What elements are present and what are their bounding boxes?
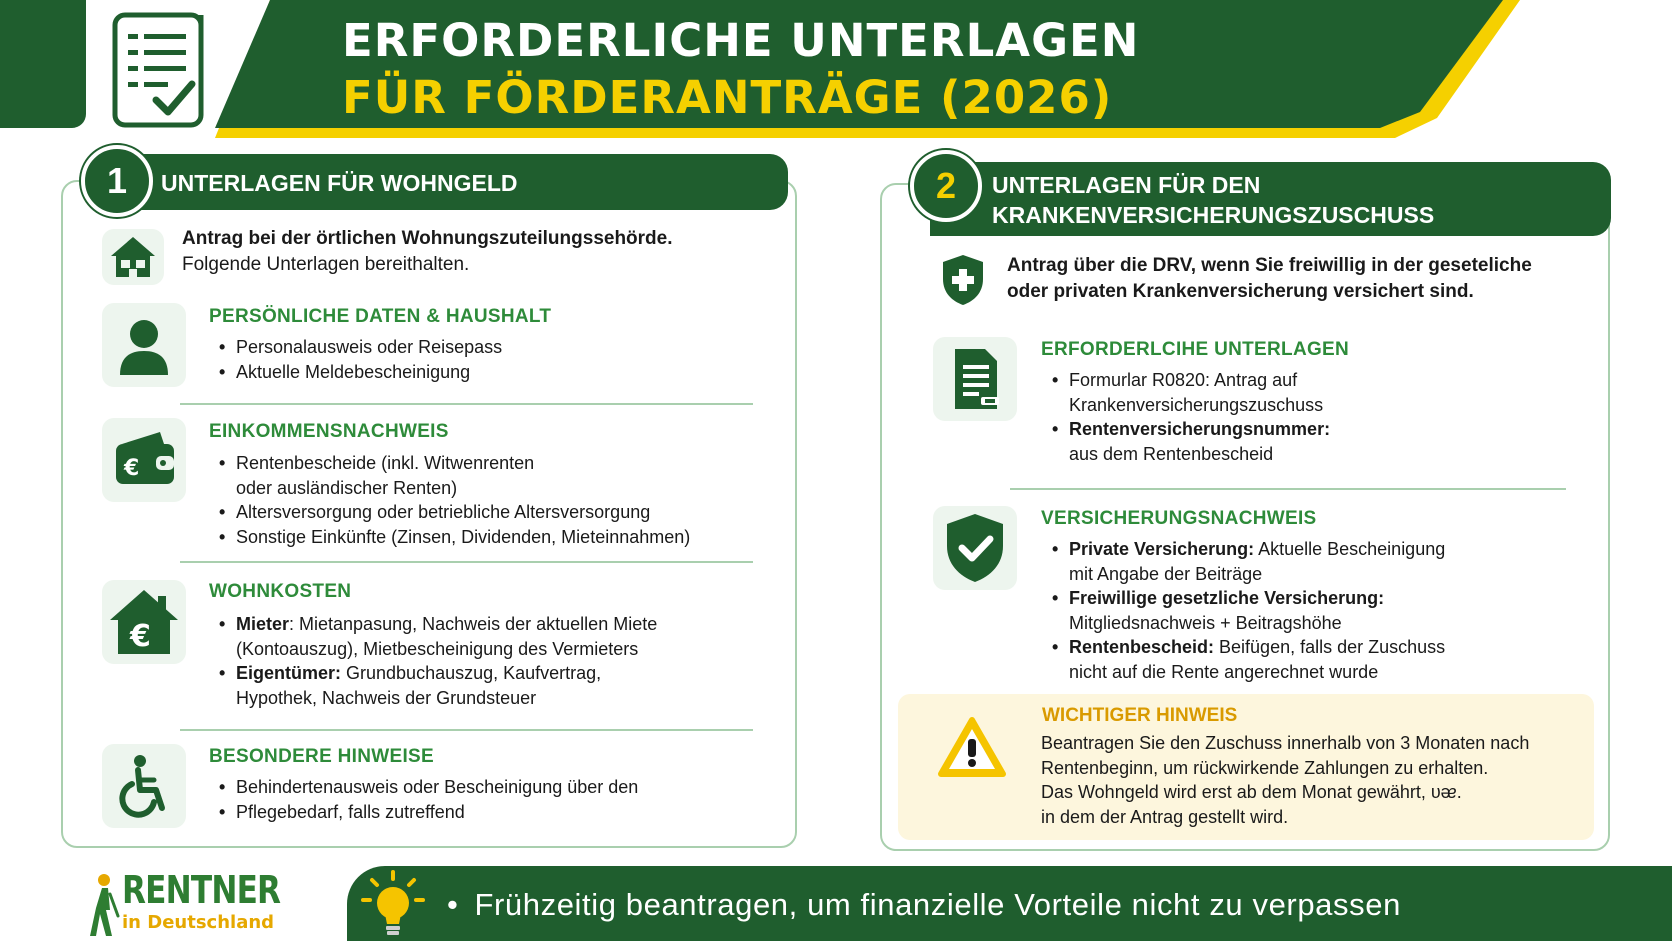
wohngeld-intro [182, 226, 673, 278]
divider [180, 729, 753, 731]
house-icon [102, 229, 164, 285]
person-icon [102, 303, 186, 387]
lightbulb-icon [360, 870, 426, 940]
section-heading-versicherungsnachweis: VERSICHERUNGSNACHWEIS [1041, 508, 1317, 529]
section-number-2: 2 [910, 150, 982, 222]
warning-line: Rentenbeginn, um rückwirkende Zahlungen zu erhalten. [1041, 757, 1489, 778]
shield-plus-icon [940, 253, 986, 307]
shield-check-icon [933, 506, 1017, 590]
list-item: • Private Versicherung: Aktuelle Bescheinigung [1049, 537, 1445, 562]
logo-title: RENTNER [122, 868, 281, 912]
warning-text [1041, 731, 1529, 829]
list-item: • Behindertenausweis oder Bescheinigung über den [216, 775, 638, 800]
header-left-block [0, 0, 86, 128]
list-item: • Mieter: Mietanpasung, Nachweis der aktuellen Miete [216, 612, 657, 637]
list-item: nicht auf die Rente angerechnet wurde [1069, 661, 1379, 682]
list-item: • Sonstige Einkünfte (Zinsen, Dividenden, Mieteinnahmen) [216, 525, 690, 550]
list-item: Krankenversicherungszuschuss [1069, 394, 1324, 415]
warning-line: Beantragen Sie den Zuschuss innerhalb von 3 Monaten nach [1041, 733, 1530, 753]
footer-tip-text: Frühzeitig beantragen, um finanzielle Vorteile nicht zu verpassen [474, 887, 1401, 922]
page-title [342, 12, 1139, 126]
list-wohnkosten [216, 612, 657, 710]
list-item: • Eigentümer: Grundbuchauszug, Kaufvertrag, [216, 661, 657, 686]
list-item: • Rentenversicherungsnummer: [1049, 417, 1330, 442]
krankenversicherung-intro: Antrag über die DRV, wenn Sie freiwillig in der geseteliche oder privaten Krankenversicherung versichert sind. [1007, 255, 1532, 302]
list-item: • Altersversorgung oder betriebliche Altersversorgung [216, 500, 690, 525]
list-erforderliche-unterlagen [1049, 368, 1330, 466]
section-number-1: 1 [81, 145, 153, 217]
list-item: • Personalausweis oder Reisepass [216, 335, 502, 360]
wohngeld-banner [113, 154, 788, 210]
krankenversicherung-banner [930, 162, 1611, 236]
list-item: (Kontoauszug), Mietbescheinigung des Vermieters [236, 638, 639, 659]
logo-subtitle: in Deutschland [122, 912, 275, 933]
krankenversicherung-title: UNTERLAGEN FÜR DEN KRANKENVERSICHERUNGSZUSCHUSS [992, 172, 1435, 228]
list-item: • Freiwillige gesetzliche Versicherung: [1049, 586, 1445, 611]
warning-heading: WICHTIGER HINWEIS [1042, 705, 1238, 726]
list-item: • Aktuelle Meldebescheinigung [216, 360, 502, 385]
page-title-line1: ERFORDERLICHE UNTERLAGEN [342, 14, 1140, 67]
list-versicherungsnachweis [1049, 537, 1445, 684]
wallet-euro-icon [102, 418, 186, 502]
warning-icon [937, 715, 1007, 779]
list-item: Hypothek, Nachweis der Grundsteuer [236, 687, 537, 708]
divider [180, 561, 753, 563]
list-item: Mitgliedsnachweis + Beitragshöhe [1069, 612, 1342, 633]
list-item: aus dem Rentenbescheid [1069, 443, 1274, 464]
list-item: • Formurlar R0820: Antrag auf [1049, 368, 1330, 393]
footer-bullet: • [447, 887, 459, 922]
document-icon [933, 337, 1017, 421]
section-heading-erforderliche-unterlagen: ERFORDERLCIHE UNTERLAGEN [1041, 339, 1350, 360]
list-item: oder ausländischer Renten) [236, 477, 458, 498]
section-heading-besondere-hinweise: BESONDERE HINWEISE [209, 746, 434, 767]
list-besondere-hinweise [216, 775, 638, 824]
warning-line: in dem der Antrag gestellt wird. [1041, 806, 1289, 827]
svg-text:€: € [130, 619, 151, 654]
wheelchair-icon [102, 744, 186, 828]
section-heading-persoenliche-daten: PERSÖNLICHE DATEN & HAUSHALT [209, 306, 552, 327]
footer-tip [447, 887, 1401, 923]
section-heading-einkommensnachweis: EINKOMMENSNACHWEIS [209, 421, 449, 442]
checklist-document-icon [112, 12, 208, 130]
list-item: mit Angabe der Beiträge [1069, 563, 1263, 584]
list-item: • Rentenbescheid: Beifügen, falls der Zuschuss [1049, 635, 1445, 660]
list-einkommensnachweis [216, 451, 690, 549]
svg-text:€: € [124, 456, 140, 481]
page-title-line2: FÜR FÖRDERANTRÄGE (2026) [342, 71, 1113, 124]
wohngeld-title: UNTERLAGEN FÜR WOHNGELD [161, 170, 518, 196]
wohngeld-intro-bold: Antrag bei der örtlichen Wohnungszuteilungssehörde. [182, 228, 673, 249]
list-item: • Rentenbescheide (inkl. Witwenrenten [216, 451, 690, 476]
section-heading-wohnkosten: WOHNKOSTEN [209, 581, 352, 602]
divider [180, 403, 753, 405]
divider [1010, 488, 1566, 490]
list-persoenliche-daten [216, 335, 502, 384]
list-item: • Pflegebedarf, falls zutreffend [216, 800, 638, 825]
wohngeld-intro-normal: Folgende Unterlagen bereithalten. [182, 254, 470, 275]
warning-line: Das Wohngeld wird erst ab dem Monat gewährt, ᴜᴂ. [1041, 782, 1462, 802]
house-euro-icon [102, 580, 186, 664]
